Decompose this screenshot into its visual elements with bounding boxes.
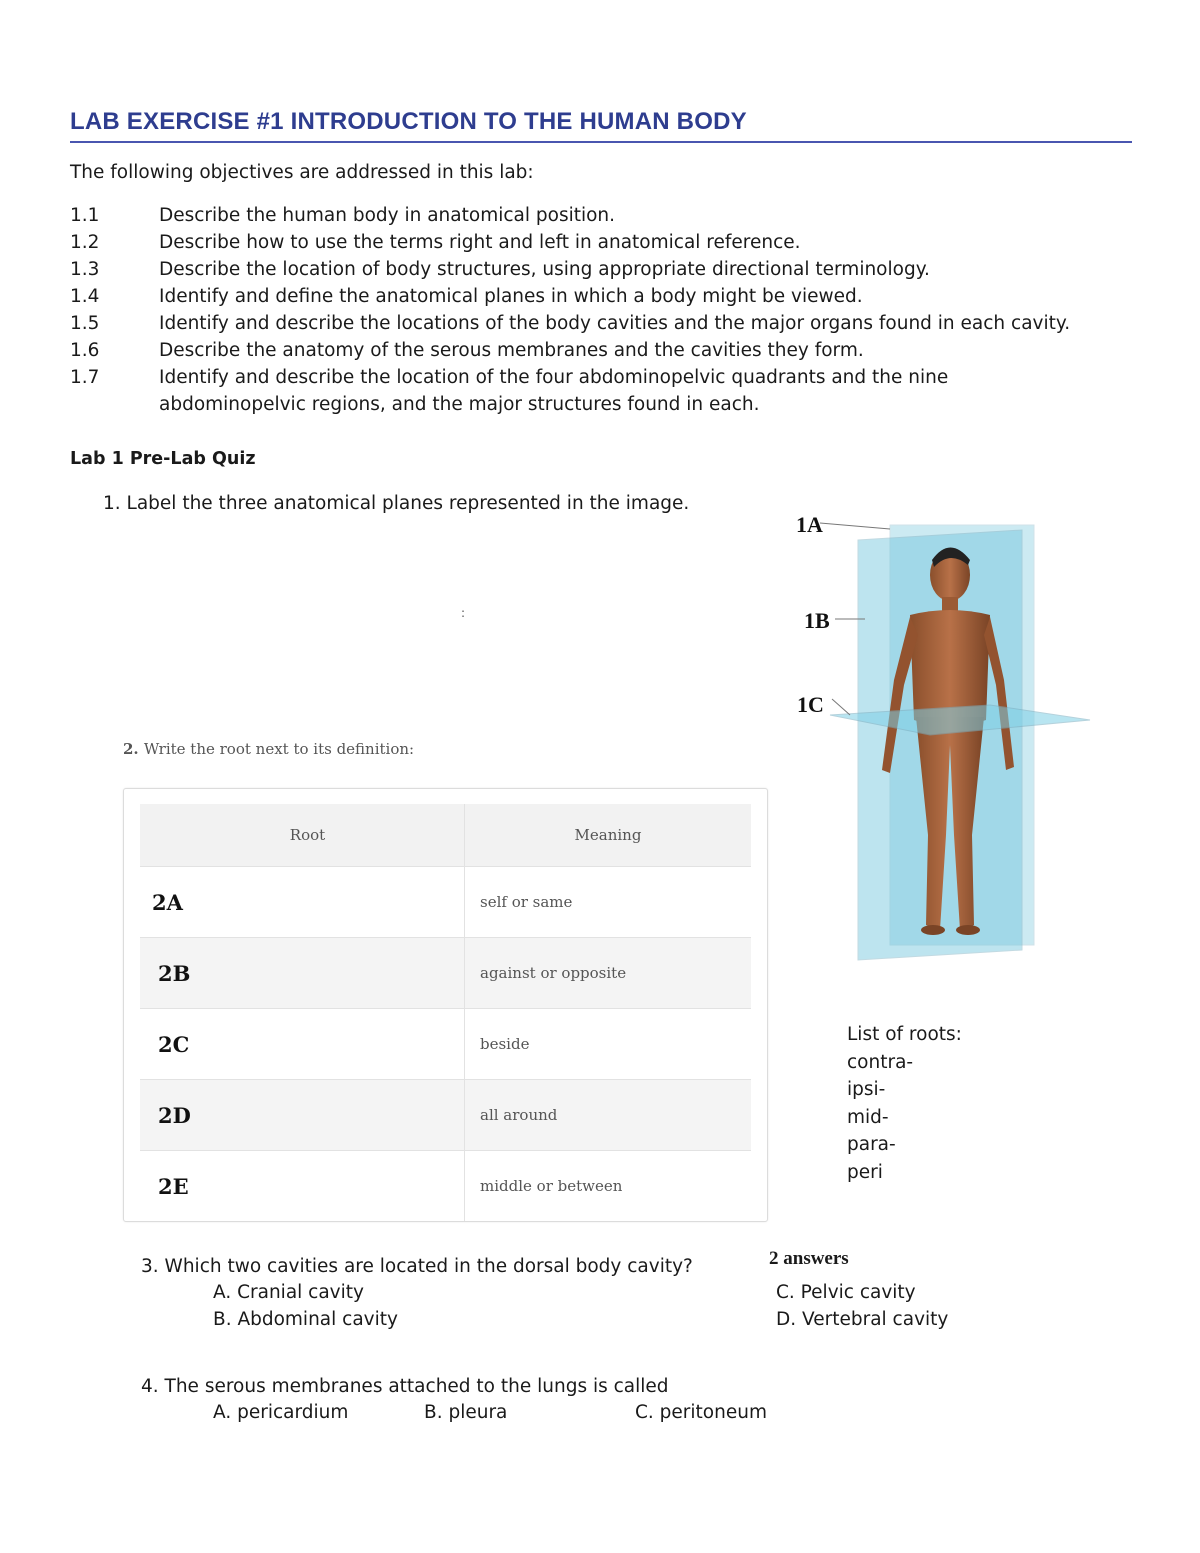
leader-line-1a — [820, 523, 890, 529]
question-4-options — [213, 1399, 813, 1426]
objective-item: 1.1 Describe the human body in anatomical position. — [70, 205, 616, 226]
question-4: 4. The serous membranes attached to the lungs is called — [141, 1376, 669, 1397]
root-item: ipsi- — [847, 1079, 886, 1100]
title-divider — [70, 141, 1132, 143]
leader-line-1c — [832, 699, 850, 715]
table-row — [140, 1009, 751, 1080]
objective-item: 1.7 Identify and describe the location of the four abdominopelvic quadrants and the nine abdominopelvic regions, and the major structures found in each. — [70, 367, 949, 415]
question-3-options-left — [213, 1279, 398, 1333]
root-answer-2e[interactable]: 2E — [140, 1151, 465, 1222]
root-answer-2d[interactable]: 2D — [140, 1080, 465, 1151]
option-c[interactable]: C. peritoneum — [635, 1402, 767, 1423]
root-answer-2a[interactable]: 2A — [140, 867, 465, 938]
option-a[interactable]: A. Cranial cavity — [213, 1282, 364, 1303]
roots-table-card — [123, 788, 768, 1222]
question-1: 1. Label the three anatomical planes represented in the image. — [103, 493, 690, 514]
option-b[interactable]: B. Abdominal cavity — [213, 1309, 398, 1330]
objective-item: 1.5 Identify and describe the locations of the body cavities and the major organs found in each cavity. — [70, 313, 1071, 334]
plane-label-1a: 1A — [796, 512, 823, 537]
table-header-row — [140, 804, 751, 867]
option-b[interactable]: B. pleura — [424, 1402, 508, 1423]
root-item: peri — [847, 1161, 883, 1183]
meaning-cell: beside — [465, 1009, 752, 1080]
objective-item: 1.2 Describe how to use the terms right and left in anatomical reference. — [70, 232, 801, 253]
question-3: 3. Which two cavities are located in the dorsal body cavity? — [141, 1256, 693, 1277]
anatomical-planes-figure — [790, 505, 1110, 965]
answer-count-note: 2 answers — [769, 1248, 849, 1269]
header-meaning: Meaning — [465, 804, 752, 867]
roots-table — [140, 804, 751, 1221]
objectives-list — [70, 202, 1100, 418]
root-answer-2c[interactable]: 2C — [140, 1009, 465, 1080]
table-row — [140, 938, 751, 1009]
option-d[interactable]: D. Vertebral cavity — [776, 1309, 949, 1330]
meaning-cell: against or opposite — [465, 938, 752, 1009]
table-row — [140, 867, 751, 938]
anatomical-planes-illustration — [790, 505, 1110, 965]
table-row — [140, 1080, 751, 1151]
page-title: LAB EXERCISE #1 INTRODUCTION TO THE HUMAN BODY — [70, 108, 747, 135]
root-item: mid- — [847, 1106, 889, 1128]
table-row — [140, 1151, 751, 1222]
meaning-cell: all around — [465, 1080, 752, 1151]
header-root: Root — [140, 804, 465, 867]
question-2: 2. Write the root next to its definition: — [123, 740, 415, 758]
meaning-cell: self or same — [465, 867, 752, 938]
option-a[interactable]: A. pericardium — [213, 1402, 349, 1423]
meaning-cell: middle or between — [465, 1151, 752, 1222]
option-c[interactable]: C. Pelvic cavity — [776, 1282, 916, 1303]
stray-mark: : — [461, 606, 466, 620]
plane-label-1b: 1B — [804, 608, 830, 633]
roots-heading: List of roots: — [847, 1024, 962, 1045]
plane-label-1c: 1C — [797, 692, 824, 717]
roots-list — [847, 1021, 962, 1186]
objective-item: 1.4 Identify and define the anatomical planes in which a body might be viewed. — [70, 286, 863, 307]
objective-item: 1.3 Describe the location of body structures, using appropriate directional terminology. — [70, 259, 930, 280]
question-3-options-right — [776, 1279, 948, 1333]
root-item: para- — [847, 1134, 896, 1155]
root-answer-2b[interactable]: 2B — [140, 938, 465, 1009]
objective-item: 1.6 Describe the anatomy of the serous membranes and the cavities they form. — [70, 340, 864, 361]
root-item: contra- — [847, 1051, 914, 1073]
quiz-heading: Lab 1 Pre-Lab Quiz — [70, 449, 256, 469]
objectives-intro: The following objectives are addressed in this lab: — [70, 162, 534, 183]
